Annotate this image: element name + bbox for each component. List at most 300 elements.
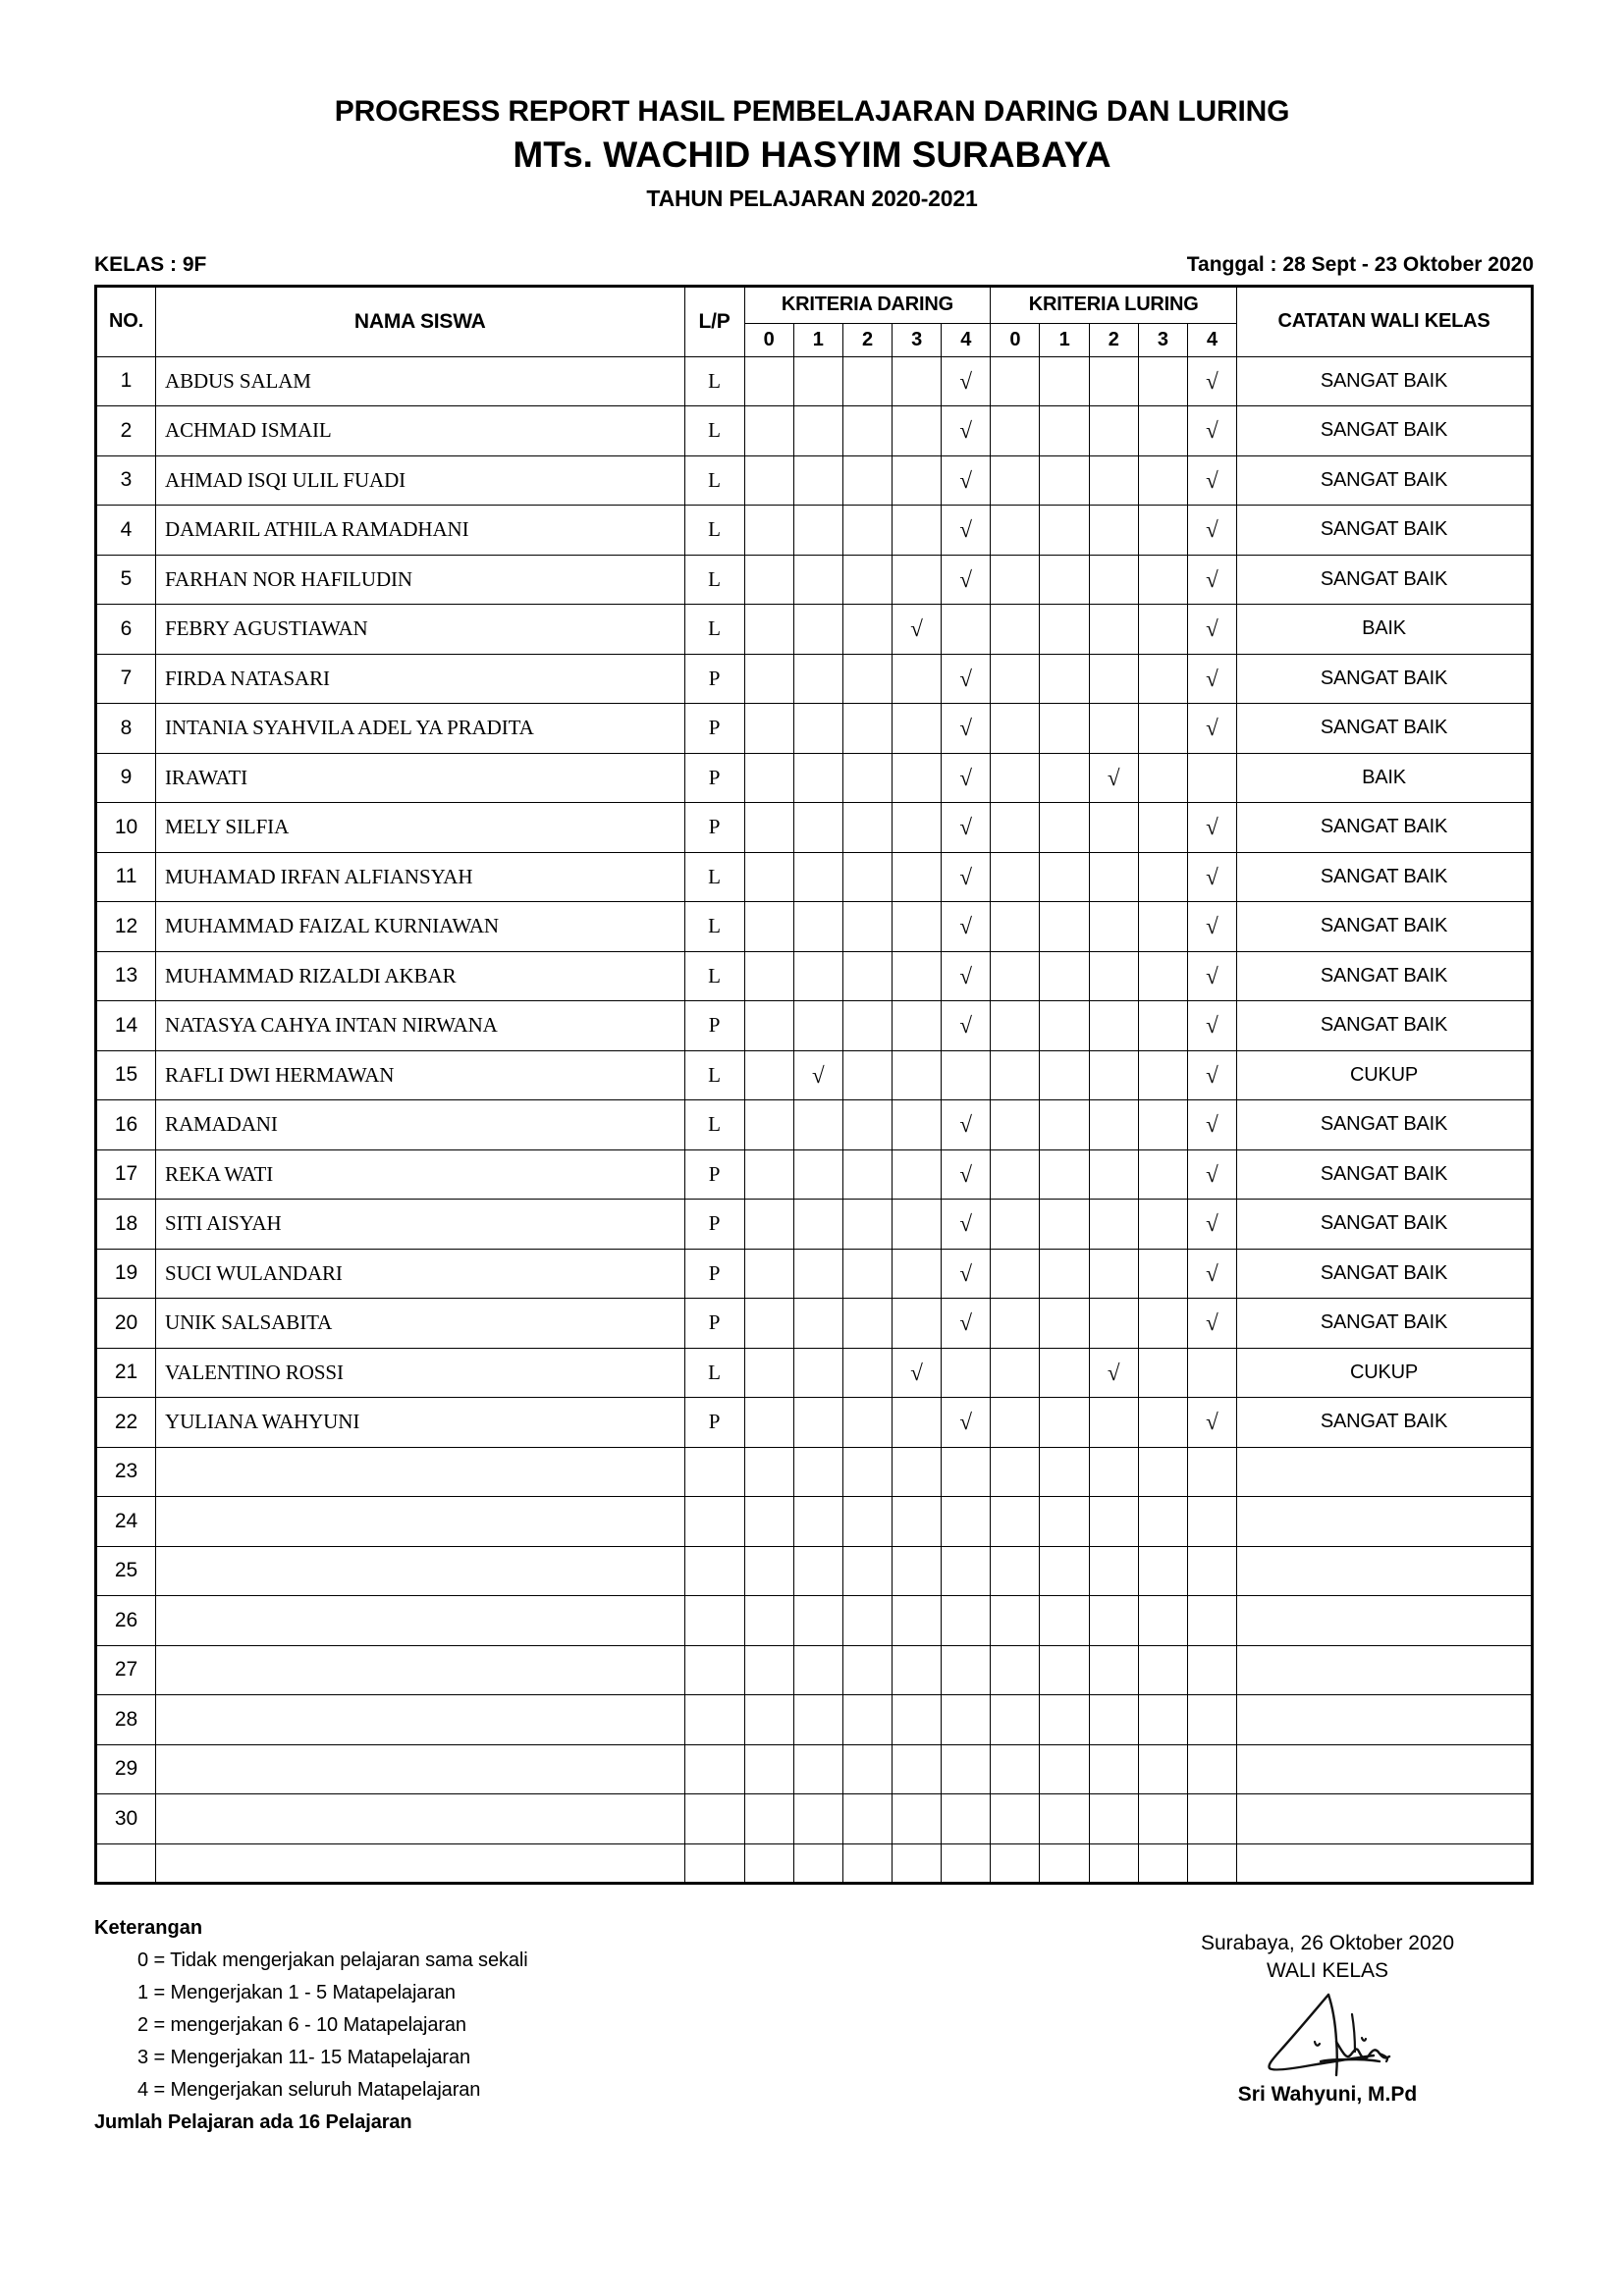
row-daring-1 (793, 951, 842, 1001)
col-header-luring-0: 0 (991, 323, 1040, 356)
row-luring-0 (991, 1398, 1040, 1448)
table-row (96, 506, 1533, 556)
row-daring-0 (744, 1249, 793, 1299)
row-luring-4: √ (1187, 605, 1236, 655)
row-daring-0 (744, 1050, 793, 1100)
row-luring-2 (1089, 1744, 1138, 1794)
row-luring-1 (1040, 1695, 1089, 1745)
row-catatan: SANGAT BAIK (1237, 1398, 1533, 1448)
row-daring-2 (842, 1596, 892, 1646)
row-daring-3 (892, 506, 941, 556)
table-row (96, 555, 1533, 605)
row-luring-1 (1040, 1398, 1089, 1448)
row-daring-3 (892, 803, 941, 853)
table-row (96, 951, 1533, 1001)
row-luring-2 (1089, 406, 1138, 456)
row-daring-4: √ (942, 704, 991, 754)
table-row (96, 902, 1533, 952)
row-daring-0 (744, 1695, 793, 1745)
col-header-daring-4: 4 (942, 323, 991, 356)
row-daring-2 (842, 704, 892, 754)
row-daring-3 (892, 1546, 941, 1596)
row-daring-4: √ (942, 803, 991, 853)
table-row (96, 1843, 1533, 1883)
legend-item: 2 = mengerjakan 6 - 10 Matapelajaran (137, 2013, 466, 2036)
row-luring-3 (1138, 1348, 1187, 1398)
table-row (96, 1100, 1533, 1150)
row-daring-2 (842, 654, 892, 704)
row-daring-2 (842, 506, 892, 556)
row-catatan: SANGAT BAIK (1237, 902, 1533, 952)
row-gender: L (684, 951, 744, 1001)
row-daring-4: √ (942, 1001, 991, 1051)
row-gender: L (684, 1348, 744, 1398)
row-daring-2 (842, 1348, 892, 1398)
table-row (96, 1249, 1533, 1299)
row-no: 1 (96, 356, 156, 406)
row-luring-2 (1089, 506, 1138, 556)
row-luring-0 (991, 1695, 1040, 1745)
row-daring-4: √ (942, 1149, 991, 1200)
row-luring-4: √ (1187, 951, 1236, 1001)
row-luring-1 (1040, 1596, 1089, 1646)
row-luring-3 (1138, 1546, 1187, 1596)
row-luring-1 (1040, 1050, 1089, 1100)
row-daring-4: √ (942, 406, 991, 456)
row-catatan: SANGAT BAIK (1237, 1001, 1533, 1051)
row-luring-2 (1089, 803, 1138, 853)
row-gender: P (684, 1200, 744, 1250)
row-no: 12 (96, 902, 156, 952)
row-no: 10 (96, 803, 156, 853)
legend-items (94, 1950, 528, 2100)
row-gender: L (684, 1050, 744, 1100)
row-daring-1 (793, 1001, 842, 1051)
row-student-name: FEBRY AGUSTIAWAN (156, 605, 685, 655)
table-row (96, 1695, 1533, 1745)
row-daring-0 (744, 1744, 793, 1794)
row-student-name: SITI AISYAH (156, 1200, 685, 1250)
row-luring-2 (1089, 1546, 1138, 1596)
row-luring-4: √ (1187, 1050, 1236, 1100)
row-luring-0 (991, 1200, 1040, 1250)
row-student-name: IRAWATI (156, 753, 685, 803)
col-header-lp: L/P (684, 286, 744, 356)
table-body (96, 356, 1533, 1883)
progress-report-table (94, 285, 1534, 1885)
row-luring-1 (1040, 1001, 1089, 1051)
row-luring-3 (1138, 1200, 1187, 1250)
legend-item: 4 = Mengerjakan seluruh Matapelajaran (137, 2078, 481, 2101)
row-student-name: YULIANA WAHYUNI (156, 1398, 685, 1448)
row-luring-2 (1089, 1050, 1138, 1100)
row-daring-2 (842, 852, 892, 902)
row-luring-1 (1040, 753, 1089, 803)
row-gender: L (684, 455, 744, 506)
row-luring-1 (1040, 1100, 1089, 1150)
signature-block (1121, 1918, 1534, 2132)
row-gender: P (684, 654, 744, 704)
row-daring-2 (842, 406, 892, 456)
table-header (96, 286, 1533, 356)
row-daring-0 (744, 406, 793, 456)
row-daring-2 (842, 1050, 892, 1100)
row-catatan: SANGAT BAIK (1237, 555, 1533, 605)
row-luring-4: √ (1187, 1299, 1236, 1349)
row-luring-4: √ (1187, 1149, 1236, 1200)
row-student-name: ACHMAD ISMAIL (156, 406, 685, 456)
row-daring-0 (744, 356, 793, 406)
row-daring-4 (942, 1695, 991, 1745)
row-no: 21 (96, 1348, 156, 1398)
row-luring-0 (991, 704, 1040, 754)
table-row (96, 852, 1533, 902)
row-luring-0 (991, 1744, 1040, 1794)
legend-item: 3 = Mengerjakan 11- 15 Matapelajaran (137, 2046, 471, 2068)
row-luring-4 (1187, 1695, 1236, 1745)
row-luring-1 (1040, 803, 1089, 853)
row-daring-2 (842, 555, 892, 605)
col-header-catatan: CATATAN WALI KELAS (1237, 286, 1533, 356)
table-row (96, 1348, 1533, 1398)
row-luring-3 (1138, 654, 1187, 704)
col-header-no: NO. (96, 286, 156, 356)
row-daring-0 (744, 1596, 793, 1646)
row-gender (684, 1497, 744, 1547)
row-luring-4: √ (1187, 406, 1236, 456)
row-gender: P (684, 1249, 744, 1299)
row-daring-4 (942, 605, 991, 655)
row-daring-4 (942, 1843, 991, 1883)
row-luring-1 (1040, 356, 1089, 406)
row-no: 13 (96, 951, 156, 1001)
row-luring-3 (1138, 1843, 1187, 1883)
row-luring-0 (991, 951, 1040, 1001)
row-daring-1 (793, 803, 842, 853)
row-daring-1 (793, 1100, 842, 1150)
row-daring-4: √ (942, 753, 991, 803)
row-luring-2 (1089, 1596, 1138, 1646)
row-student-name: VALENTINO ROSSI (156, 1348, 685, 1398)
row-luring-3 (1138, 1149, 1187, 1200)
row-daring-4 (942, 1645, 991, 1695)
row-no: 11 (96, 852, 156, 902)
signature-place-date: Surabaya, 26 Oktober 2020 (1200, 1931, 1454, 1954)
row-daring-3 (892, 1695, 941, 1745)
row-daring-3 (892, 406, 941, 456)
row-catatan: SANGAT BAIK (1237, 356, 1533, 406)
row-luring-0 (991, 1546, 1040, 1596)
row-daring-2 (842, 356, 892, 406)
row-no: 3 (96, 455, 156, 506)
row-daring-3: √ (892, 1348, 941, 1398)
row-no: 17 (96, 1149, 156, 1200)
row-daring-3 (892, 455, 941, 506)
row-gender: L (684, 555, 744, 605)
row-no: 23 (96, 1447, 156, 1497)
row-luring-2 (1089, 1299, 1138, 1349)
row-catatan (1237, 1546, 1533, 1596)
row-no: 30 (96, 1794, 156, 1844)
row-daring-0 (744, 951, 793, 1001)
row-no: 28 (96, 1695, 156, 1745)
row-luring-2 (1089, 1100, 1138, 1150)
row-student-name: DAMARIL ATHILA RAMADHANI (156, 506, 685, 556)
row-daring-1 (793, 506, 842, 556)
row-daring-1 (793, 1645, 842, 1695)
row-luring-3 (1138, 1695, 1187, 1745)
row-daring-2 (842, 455, 892, 506)
row-daring-2 (842, 803, 892, 853)
row-luring-0 (991, 1843, 1040, 1883)
row-luring-0 (991, 1299, 1040, 1349)
row-luring-1 (1040, 1843, 1089, 1883)
row-catatan (1237, 1645, 1533, 1695)
row-daring-3 (892, 1497, 941, 1547)
table-row (96, 1744, 1533, 1794)
row-luring-1 (1040, 1546, 1089, 1596)
row-student-name: MUHAMAD IRFAN ALFIANSYAH (156, 852, 685, 902)
row-catatan: SANGAT BAIK (1237, 803, 1533, 853)
row-no: 19 (96, 1249, 156, 1299)
row-luring-2 (1089, 1447, 1138, 1497)
row-daring-0 (744, 1497, 793, 1547)
report-title-school: MTs. WACHID HASYIM SURABAYA (513, 134, 1111, 176)
row-daring-0 (744, 704, 793, 754)
row-luring-1 (1040, 1200, 1089, 1250)
row-gender (684, 1744, 744, 1794)
row-daring-2 (842, 1645, 892, 1695)
row-daring-3: √ (892, 605, 941, 655)
row-no (96, 1843, 156, 1883)
row-luring-1 (1040, 1497, 1089, 1547)
row-student-name: FIRDA NATASARI (156, 654, 685, 704)
row-catatan: CUKUP (1237, 1348, 1533, 1398)
row-student-name (156, 1794, 685, 1844)
table-row (96, 704, 1533, 754)
row-luring-3 (1138, 1497, 1187, 1547)
row-student-name: MELY SILFIA (156, 803, 685, 853)
row-daring-4: √ (942, 1299, 991, 1349)
row-gender: L (684, 1100, 744, 1150)
row-luring-1 (1040, 1447, 1089, 1497)
row-luring-2 (1089, 1645, 1138, 1695)
row-daring-2 (842, 1249, 892, 1299)
row-daring-0 (744, 506, 793, 556)
row-daring-0 (744, 605, 793, 655)
document-title-block (0, 0, 1624, 212)
row-luring-3 (1138, 1447, 1187, 1497)
row-catatan (1237, 1744, 1533, 1794)
row-luring-3 (1138, 753, 1187, 803)
row-luring-0 (991, 1050, 1040, 1100)
row-luring-2 (1089, 852, 1138, 902)
row-luring-3 (1138, 852, 1187, 902)
row-daring-3 (892, 852, 941, 902)
table-row (96, 803, 1533, 853)
row-catatan (1237, 1447, 1533, 1497)
report-title-year: TAHUN PELAJARAN 2020-2021 (646, 185, 978, 211)
legend-item: 0 = Tidak mengerjakan pelajaran sama sekali (137, 1949, 528, 1971)
row-luring-2 (1089, 1843, 1138, 1883)
row-luring-3 (1138, 455, 1187, 506)
table-row (96, 1200, 1533, 1250)
row-daring-2 (842, 1398, 892, 1448)
row-daring-1 (793, 1794, 842, 1844)
row-luring-4: √ (1187, 1100, 1236, 1150)
row-daring-4: √ (942, 654, 991, 704)
row-luring-4: √ (1187, 803, 1236, 853)
row-gender: L (684, 406, 744, 456)
row-luring-2 (1089, 902, 1138, 952)
row-daring-1 (793, 1447, 842, 1497)
row-luring-2 (1089, 555, 1138, 605)
row-luring-3 (1138, 406, 1187, 456)
legend-total: Jumlah Pelajaran ada 16 Pelajaran (94, 2110, 412, 2133)
row-luring-1 (1040, 852, 1089, 902)
row-daring-4: √ (942, 902, 991, 952)
row-gender: L (684, 902, 744, 952)
row-daring-1 (793, 1843, 842, 1883)
row-luring-4 (1187, 1497, 1236, 1547)
row-luring-0 (991, 852, 1040, 902)
table-row (96, 1447, 1533, 1497)
row-daring-0 (744, 852, 793, 902)
row-daring-4: √ (942, 356, 991, 406)
row-daring-1 (793, 753, 842, 803)
row-luring-1 (1040, 1249, 1089, 1299)
row-gender: L (684, 852, 744, 902)
row-daring-0 (744, 1645, 793, 1695)
row-luring-1 (1040, 1744, 1089, 1794)
row-luring-3 (1138, 1299, 1187, 1349)
row-no: 29 (96, 1744, 156, 1794)
signature-name: Sri Wahyuni, M.Pd (1237, 2083, 1418, 2107)
table-row (96, 1546, 1533, 1596)
row-luring-2 (1089, 1695, 1138, 1745)
table-row (96, 1398, 1533, 1448)
row-gender: P (684, 753, 744, 803)
row-luring-3 (1138, 1794, 1187, 1844)
row-student-name: SUCI WULANDARI (156, 1249, 685, 1299)
row-catatan: BAIK (1237, 753, 1533, 803)
row-daring-4: √ (942, 1249, 991, 1299)
row-daring-1 (793, 654, 842, 704)
row-daring-1 (793, 555, 842, 605)
row-student-name: ABDUS SALAM (156, 356, 685, 406)
row-daring-4 (942, 1497, 991, 1547)
table-row (96, 1596, 1533, 1646)
row-catatan (1237, 1596, 1533, 1646)
row-luring-4 (1187, 1348, 1236, 1398)
row-daring-3 (892, 1645, 941, 1695)
row-luring-2 (1089, 455, 1138, 506)
row-gender (684, 1546, 744, 1596)
row-luring-3 (1138, 902, 1187, 952)
row-gender: P (684, 704, 744, 754)
table-row (96, 1645, 1533, 1695)
row-daring-2 (842, 1843, 892, 1883)
row-luring-4 (1187, 1645, 1236, 1695)
row-luring-3 (1138, 1249, 1187, 1299)
row-luring-4: √ (1187, 506, 1236, 556)
row-gender (684, 1596, 744, 1646)
row-luring-0 (991, 803, 1040, 853)
row-no: 25 (96, 1546, 156, 1596)
row-luring-2: √ (1089, 1348, 1138, 1398)
table-row (96, 1497, 1533, 1547)
row-daring-0 (744, 1200, 793, 1250)
row-luring-2 (1089, 605, 1138, 655)
row-daring-1 (793, 1596, 842, 1646)
row-no: 22 (96, 1398, 156, 1448)
row-luring-0 (991, 1645, 1040, 1695)
row-luring-2 (1089, 1398, 1138, 1448)
row-luring-3 (1138, 1645, 1187, 1695)
row-catatan: SANGAT BAIK (1237, 406, 1533, 456)
row-daring-1 (793, 1200, 842, 1250)
row-daring-0 (744, 1348, 793, 1398)
legend-block (94, 1918, 528, 2132)
col-header-luring-3: 3 (1138, 323, 1187, 356)
row-luring-1 (1040, 506, 1089, 556)
row-daring-0 (744, 1398, 793, 1448)
row-gender: P (684, 1299, 744, 1349)
row-daring-3 (892, 1744, 941, 1794)
col-header-daring-3: 3 (892, 323, 941, 356)
row-gender (684, 1447, 744, 1497)
row-luring-0 (991, 406, 1040, 456)
row-luring-0 (991, 1348, 1040, 1398)
row-daring-4: √ (942, 555, 991, 605)
row-luring-0 (991, 1001, 1040, 1051)
row-catatan: SANGAT BAIK (1237, 704, 1533, 754)
row-luring-0 (991, 654, 1040, 704)
row-catatan: SANGAT BAIK (1237, 455, 1533, 506)
row-daring-3 (892, 1100, 941, 1150)
row-luring-4 (1187, 1843, 1236, 1883)
report-meta-row (94, 253, 1534, 277)
row-luring-0 (991, 356, 1040, 406)
row-catatan (1237, 1695, 1533, 1745)
row-daring-1 (793, 1249, 842, 1299)
row-luring-1 (1040, 605, 1089, 655)
row-daring-3 (892, 753, 941, 803)
row-luring-3 (1138, 1001, 1187, 1051)
row-luring-0 (991, 753, 1040, 803)
row-catatan: SANGAT BAIK (1237, 1149, 1533, 1200)
row-luring-0 (991, 1249, 1040, 1299)
row-catatan: SANGAT BAIK (1237, 506, 1533, 556)
row-daring-1 (793, 704, 842, 754)
row-catatan: SANGAT BAIK (1237, 654, 1533, 704)
row-luring-2 (1089, 1200, 1138, 1250)
row-catatan (1237, 1843, 1533, 1883)
row-daring-0 (744, 1149, 793, 1200)
row-daring-0 (744, 555, 793, 605)
row-daring-4 (942, 1447, 991, 1497)
row-no: 26 (96, 1596, 156, 1646)
row-daring-2 (842, 605, 892, 655)
row-daring-4 (942, 1348, 991, 1398)
row-daring-2 (842, 753, 892, 803)
row-catatan: SANGAT BAIK (1237, 1100, 1533, 1150)
row-gender: P (684, 1149, 744, 1200)
row-student-name: MUHAMMAD FAIZAL KURNIAWAN (156, 902, 685, 952)
row-no: 16 (96, 1100, 156, 1150)
row-luring-0 (991, 1497, 1040, 1547)
row-luring-3 (1138, 1744, 1187, 1794)
